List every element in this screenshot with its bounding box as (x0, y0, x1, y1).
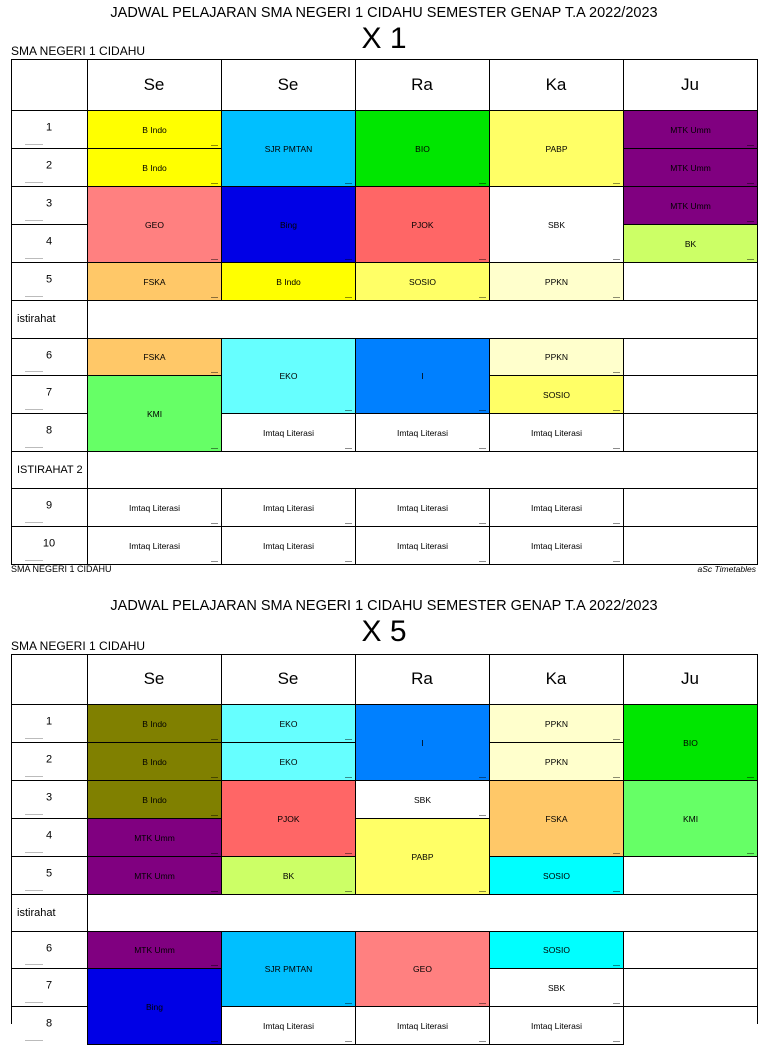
lesson-subject: Imtaq Literasi (262, 502, 315, 513)
period-number: 6 (45, 942, 53, 955)
lesson-subject: Imtaq Literasi (530, 502, 583, 513)
period-number: 8 (45, 1017, 53, 1030)
lesson-subject: PJOK (277, 813, 300, 824)
break-row-label: ISTIRAHAT 2 (17, 463, 83, 476)
break-row-span (88, 895, 757, 931)
room-code-mark (211, 891, 218, 892)
school-name: SMA NEGERI 1 CIDAHU (11, 44, 146, 58)
lesson-cell[interactable] (87, 375, 222, 452)
period-label (11, 1006, 87, 1044)
lesson-subject: SOSIO (543, 870, 570, 881)
lesson-subject: KMI (146, 408, 163, 419)
period-time-mark (25, 220, 43, 221)
period-number: 5 (45, 273, 53, 286)
lesson-cell[interactable] (355, 262, 490, 301)
day-header: Ju (681, 669, 699, 688)
period-time-mark (25, 182, 43, 183)
lesson-cell[interactable] (87, 704, 222, 743)
period-label (11, 818, 87, 856)
room-code-mark (613, 410, 620, 411)
lesson-cell[interactable] (87, 526, 222, 565)
lesson-subject: BK (282, 870, 295, 881)
lesson-cell[interactable] (489, 856, 624, 895)
room-code-mark (345, 448, 352, 449)
lesson-subject: SBK (547, 219, 565, 230)
period-label (11, 110, 87, 148)
room-code-mark (479, 561, 486, 562)
lesson-subject: Bing (279, 219, 297, 230)
room-code-mark (211, 561, 218, 562)
room-code-mark (211, 297, 218, 298)
room-code-mark (613, 853, 620, 854)
room-code-mark (479, 410, 486, 411)
period-number: 9 (45, 499, 53, 512)
lesson-subject: Imtaq Literasi (128, 502, 181, 513)
period-time-mark (25, 814, 43, 815)
lesson-subject: PABP (545, 143, 568, 154)
period-label (11, 413, 87, 451)
lesson-subject: B Indo (142, 162, 167, 173)
lesson-cell[interactable] (221, 186, 356, 263)
period-label (11, 148, 87, 186)
lesson-cell[interactable] (623, 148, 758, 187)
room-code-mark (345, 853, 352, 854)
lesson-subject: Imtaq Literasi (530, 1020, 583, 1031)
lesson-cell[interactable] (489, 375, 624, 414)
page-title: JADWAL PELAJARAN SMA NEGERI 1 CIDAHU SEMESTER GENAP T.A 2022/2023 (110, 5, 658, 21)
room-code-mark (345, 1003, 352, 1004)
lesson-cell[interactable] (489, 968, 624, 1007)
period-time-mark (25, 964, 43, 965)
lesson-subject: GEO (145, 219, 164, 230)
period-number: 1 (45, 715, 53, 728)
room-code-mark (747, 853, 754, 854)
lesson-cell[interactable] (355, 931, 490, 1007)
period-label (11, 224, 87, 262)
room-code-mark (211, 1041, 218, 1042)
period-time-mark (25, 144, 43, 145)
room-code-mark (211, 448, 218, 449)
lesson-cell[interactable] (87, 186, 222, 263)
lesson-subject: Imtaq Literasi (262, 1020, 315, 1031)
period-time-mark (25, 409, 43, 410)
lesson-subject: MTK Umm (134, 945, 175, 955)
lesson-subject: EKO (279, 756, 298, 767)
period-number: 2 (45, 753, 53, 766)
period-label (11, 526, 87, 564)
lesson-subject: B Indo (142, 794, 167, 805)
room-code-mark (211, 145, 218, 146)
lesson-cell[interactable] (87, 931, 222, 969)
lesson-cell[interactable] (221, 110, 356, 187)
lesson-cell[interactable] (87, 818, 222, 857)
period-label (11, 856, 87, 894)
period-label (11, 704, 87, 742)
room-code-mark (613, 372, 620, 373)
room-code-mark (211, 372, 218, 373)
day-header: Se (277, 74, 299, 94)
lesson-cell[interactable] (355, 338, 490, 414)
lesson-subject: MTK Umm (670, 124, 711, 135)
room-code-mark (345, 777, 352, 778)
lesson-cell[interactable] (489, 526, 624, 565)
period-label (11, 742, 87, 780)
grid-line (11, 654, 758, 655)
period-label (11, 262, 87, 300)
room-code-mark (345, 183, 352, 184)
break-row-label: istirahat (17, 313, 56, 325)
period-number: 5 (45, 867, 53, 880)
lesson-cell[interactable] (355, 413, 490, 452)
lesson-cell[interactable] (221, 856, 356, 895)
period-time-mark (25, 738, 43, 739)
footer-generator: aSc Timetables (697, 564, 756, 574)
room-code-mark (211, 523, 218, 524)
room-code-mark (613, 561, 620, 562)
room-code-mark (345, 523, 352, 524)
period-time-mark (25, 522, 43, 523)
lesson-cell[interactable] (489, 742, 624, 781)
period-number: 1 (45, 121, 53, 134)
lesson-cell[interactable] (489, 413, 624, 452)
period-time-mark (25, 258, 43, 259)
room-code-mark (211, 777, 218, 778)
break-row-label: istirahat (17, 906, 56, 919)
lesson-subject: Imtaq Literasi (530, 427, 583, 438)
lesson-subject: Imtaq Literasi (396, 1020, 449, 1031)
period-label (11, 488, 87, 526)
day-header: Ra (411, 669, 433, 688)
period-number: 10 (42, 537, 56, 550)
room-code-mark (211, 259, 218, 260)
lesson-cell[interactable] (87, 742, 222, 781)
period-time-mark (25, 890, 43, 891)
lesson-cell[interactable] (355, 526, 490, 565)
lesson-cell[interactable] (221, 413, 356, 452)
lesson-cell[interactable] (87, 148, 222, 187)
period-time-mark (25, 560, 43, 561)
lesson-subject: EKO (279, 718, 298, 729)
room-code-mark (747, 259, 754, 260)
lesson-subject: MTK Umm (670, 162, 711, 173)
lesson-cell[interactable] (221, 742, 356, 781)
room-code-mark (345, 1041, 352, 1042)
day-header: Se (143, 74, 165, 94)
lesson-cell[interactable] (355, 186, 490, 263)
room-code-mark (211, 815, 218, 816)
room-code-mark (613, 777, 620, 778)
lesson-cell[interactable] (221, 780, 356, 857)
lesson-subject: BK (684, 238, 697, 249)
lesson-cell[interactable] (623, 224, 758, 263)
room-code-mark (613, 297, 620, 298)
room-code-mark (211, 853, 218, 854)
lesson-subject: PPKN (544, 718, 569, 729)
lesson-cell[interactable] (221, 931, 356, 1007)
room-code-mark (747, 777, 754, 778)
lesson-cell[interactable] (489, 1006, 624, 1045)
period-label (11, 338, 87, 375)
lesson-cell[interactable] (489, 704, 624, 743)
room-code-mark (479, 891, 486, 892)
period-label (11, 375, 87, 413)
lesson-subject: GEO (413, 964, 432, 974)
room-code-mark (613, 448, 620, 449)
lesson-subject: PPKN (544, 352, 569, 362)
lesson-subject: PJOK (411, 219, 434, 230)
lesson-subject: PABP (411, 851, 434, 862)
lesson-cell[interactable] (355, 704, 490, 781)
grid-line (11, 59, 758, 60)
lesson-cell[interactable] (87, 488, 222, 527)
day-header: Ju (681, 74, 699, 94)
lesson-subject: KMI (682, 813, 699, 824)
lesson-subject: Bing (145, 1001, 163, 1012)
lesson-cell[interactable] (489, 780, 624, 857)
lesson-cell[interactable] (489, 110, 624, 187)
period-number: 7 (45, 979, 53, 992)
room-code-mark (479, 777, 486, 778)
lesson-subject: Imtaq Literasi (128, 540, 181, 551)
day-header: Ka (545, 669, 567, 688)
day-header: Ra (411, 74, 433, 94)
period-number: 4 (45, 235, 53, 248)
page-title: JADWAL PELAJARAN SMA NEGERI 1 CIDAHU SEMESTER GENAP T.A 2022/2023 (110, 598, 658, 614)
lesson-cell[interactable] (221, 526, 356, 565)
room-code-mark (345, 891, 352, 892)
lesson-cell[interactable] (623, 186, 758, 225)
lesson-subject: B Indo (142, 756, 167, 767)
lesson-cell[interactable] (355, 110, 490, 187)
lesson-cell[interactable] (221, 338, 356, 414)
lesson-subject: Imtaq Literasi (530, 540, 583, 551)
lesson-cell[interactable] (87, 262, 222, 301)
room-code-mark (211, 965, 218, 966)
room-code-mark (613, 259, 620, 260)
school-name: SMA NEGERI 1 CIDAHU (11, 639, 146, 653)
lesson-cell[interactable] (221, 704, 356, 743)
room-code-mark (613, 183, 620, 184)
lesson-subject: FSKA (143, 352, 166, 362)
room-code-mark (747, 145, 754, 146)
lesson-cell[interactable] (623, 780, 758, 857)
period-time-mark (25, 447, 43, 448)
lesson-subject: Imtaq Literasi (262, 427, 315, 438)
period-time-mark (25, 852, 43, 853)
footer-school: SMA NEGERI 1 CIDAHU (11, 564, 112, 574)
period-number: 2 (45, 159, 53, 172)
lesson-cell[interactable] (355, 780, 490, 819)
room-code-mark (211, 183, 218, 184)
lesson-subject: B Indo (276, 276, 301, 287)
lesson-cell[interactable] (489, 338, 624, 376)
lesson-subject: SOSIO (543, 945, 570, 955)
room-code-mark (747, 221, 754, 222)
break-row-span (88, 301, 757, 338)
lesson-subject: FSKA (545, 813, 568, 824)
day-header: Se (143, 669, 165, 688)
lesson-subject: PPKN (544, 276, 569, 287)
period-number: 7 (45, 386, 53, 399)
room-code-mark (479, 1041, 486, 1042)
lesson-cell[interactable] (623, 704, 758, 781)
lesson-cell[interactable] (355, 818, 490, 895)
lesson-subject: SOSIO (409, 276, 436, 287)
room-code-mark (479, 448, 486, 449)
lesson-subject: SBK (413, 794, 431, 805)
lesson-subject: SJR PMTAN (264, 964, 313, 974)
period-number: 3 (45, 197, 53, 210)
lesson-subject: BIO (683, 737, 698, 748)
room-code-mark (479, 259, 486, 260)
room-code-mark (613, 965, 620, 966)
lesson-cell[interactable] (221, 1006, 356, 1045)
lesson-subject: Imtaq Literasi (396, 502, 449, 513)
lesson-cell[interactable] (87, 110, 222, 149)
lesson-subject: Imtaq Literasi (396, 427, 449, 438)
period-number: 8 (45, 424, 53, 437)
lesson-cell[interactable] (623, 110, 758, 149)
period-time-mark (25, 296, 43, 297)
lesson-subject: PPKN (544, 756, 569, 767)
break-row-span (88, 452, 757, 488)
period-time-mark (25, 1002, 43, 1003)
lesson-cell[interactable] (87, 856, 222, 895)
room-code-mark (211, 739, 218, 740)
room-code-mark (479, 1003, 486, 1004)
room-code-mark (747, 183, 754, 184)
lesson-subject: Imtaq Literasi (262, 540, 315, 551)
period-label (11, 931, 87, 968)
lesson-subject: SOSIO (543, 389, 570, 400)
lesson-subject: B Indo (142, 718, 167, 729)
room-code-mark (345, 739, 352, 740)
period-time-mark (25, 1040, 43, 1041)
period-time-mark (25, 371, 43, 372)
lesson-subject: MTK Umm (134, 870, 175, 881)
room-code-mark (479, 815, 486, 816)
lesson-subject: MTK Umm (670, 200, 711, 211)
room-code-mark (613, 739, 620, 740)
room-code-mark (345, 297, 352, 298)
lesson-cell[interactable] (355, 1006, 490, 1045)
lesson-cell[interactable] (221, 262, 356, 301)
room-code-mark (345, 410, 352, 411)
period-label (11, 780, 87, 818)
room-code-mark (613, 1041, 620, 1042)
lesson-cell[interactable] (489, 931, 624, 969)
lesson-cell[interactable] (489, 488, 624, 527)
room-code-mark (345, 259, 352, 260)
lesson-subject: SJR PMTAN (264, 143, 313, 154)
room-code-mark (479, 297, 486, 298)
lesson-cell[interactable] (87, 780, 222, 819)
room-code-mark (613, 891, 620, 892)
lesson-cell[interactable] (489, 186, 624, 263)
lesson-cell[interactable] (355, 488, 490, 527)
lesson-cell[interactable] (87, 338, 222, 376)
period-number: 3 (45, 791, 53, 804)
lesson-cell[interactable] (489, 262, 624, 301)
period-number: 6 (45, 349, 53, 362)
lesson-subject: I (421, 371, 424, 381)
lesson-subject: B Indo (142, 124, 167, 135)
lesson-cell[interactable] (221, 488, 356, 527)
lesson-cell[interactable] (87, 968, 222, 1045)
lesson-subject: I (421, 737, 424, 748)
room-code-mark (479, 523, 486, 524)
lesson-subject: FSKA (143, 276, 166, 287)
lesson-subject: EKO (279, 371, 298, 381)
class-name: X 1 (361, 22, 407, 55)
room-code-mark (479, 183, 486, 184)
room-code-mark (613, 523, 620, 524)
period-number: 4 (45, 829, 53, 842)
period-time-mark (25, 776, 43, 777)
day-header: Se (277, 669, 299, 688)
lesson-subject: Imtaq Literasi (396, 540, 449, 551)
period-label (11, 968, 87, 1006)
class-name: X 5 (361, 615, 407, 648)
room-code-mark (613, 1003, 620, 1004)
room-code-mark (345, 561, 352, 562)
day-header: Ka (545, 74, 567, 94)
lesson-subject: SBK (547, 982, 565, 993)
lesson-subject: BIO (415, 143, 430, 154)
lesson-subject: MTK Umm (134, 832, 175, 843)
period-label (11, 186, 87, 224)
